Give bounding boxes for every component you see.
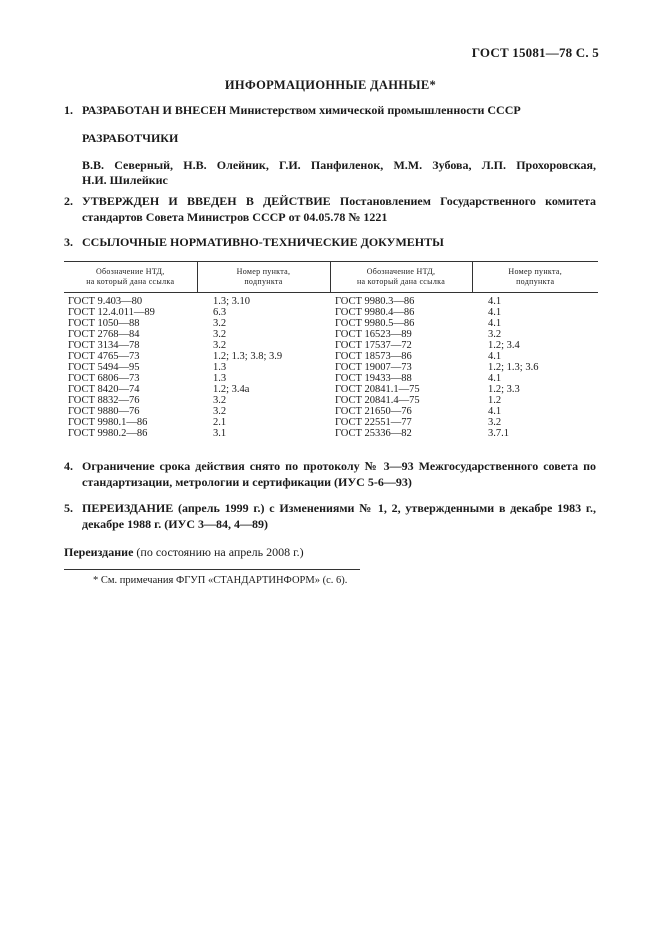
table-row [64, 340, 598, 351]
clause-cell: 6.3 [213, 307, 227, 318]
clause-cell: 1.2; 1.3; 3.6 [488, 362, 539, 373]
table-row [64, 307, 598, 318]
clause-cell: 1.2; 3.4а [213, 384, 250, 395]
table-row [64, 351, 598, 362]
ntd-cell: ГОСТ 9980.1—86 [68, 417, 148, 428]
ntd-cell: ГОСТ 9980.4—86 [335, 307, 415, 318]
header-clause-2 [472, 262, 598, 293]
clause-cell: 1.3 [213, 373, 227, 384]
clause-cell: 1.2; 3.3 [488, 384, 520, 395]
clause-cell: 4.1 [488, 307, 502, 318]
ntd-cell: ГОСТ 9980.5—86 [335, 318, 415, 329]
clause-cell: 3.2 [488, 417, 502, 428]
header-text: Номер пункта, [508, 267, 563, 276]
table-row [64, 318, 598, 329]
item-3 [64, 234, 596, 250]
reprint-text: (по состоянию на апрель 2008 г.) [133, 545, 304, 559]
header-text: на который дана ссылка [86, 277, 175, 286]
clause-cell: 3.7.1 [488, 428, 509, 439]
item-2-heading: УТВЕРЖДЕН И ВВЕДЕН В ДЕЙСТВИЕ [82, 194, 331, 208]
item-1 [64, 102, 596, 118]
ntd-cell: ГОСТ 19007—73 [335, 362, 412, 373]
clause-cell: 1.2; 1.3; 3.8; 3.9 [213, 351, 283, 362]
ntd-cell: ГОСТ 8832—76 [68, 395, 140, 406]
item-4-number: 4. [64, 459, 73, 473]
item-1-heading: РАЗРАБОТАН И ВНЕСЕН [82, 103, 227, 117]
ntd-cell: ГОСТ 18573—86 [335, 351, 412, 362]
header-clause-1 [197, 262, 330, 293]
clause-cell: 4.1 [488, 351, 502, 362]
clause-cell: 4.1 [488, 373, 502, 384]
item-1-text: Министерством химической промышленности СССР [226, 103, 521, 117]
table-row [64, 417, 598, 428]
clause-cell: 3.2 [488, 329, 502, 340]
clause-cell: 3.2 [213, 318, 227, 329]
header-text: Обозначение НТД, [366, 267, 436, 276]
section-title: ИНФОРМАЦИОННЫЕ ДАННЫЕ* [224, 78, 437, 92]
header-text: Обозначение НТД, [95, 267, 165, 276]
clause-cell: 3.2 [213, 395, 227, 406]
header-ntd-2 [330, 262, 472, 293]
item-3-number: 3. [64, 235, 73, 249]
page-header: ГОСТ 15081—78 С. 5 [471, 45, 599, 60]
ntd-cell: ГОСТ 19433—88 [335, 373, 412, 384]
clause-cell: 3.1 [213, 428, 227, 439]
item-2-number: 2. [64, 194, 73, 208]
clause-cell: 2.1 [213, 417, 227, 428]
ntd-cell: ГОСТ 25336—82 [335, 428, 412, 439]
ntd-cell: ГОСТ 12.4.011—89 [68, 307, 155, 318]
ntd-cell: ГОСТ 9980.2—86 [68, 428, 148, 439]
item-4-text: Ограничение срока действия снято по протоколу № 3—93 Межгосударственного совета по стандартизации, метрологии и сертификации (ИУС 5-6—93) [82, 459, 596, 489]
ntd-cell: ГОСТ 4765—73 [68, 351, 140, 362]
table-row [64, 384, 598, 395]
header-text: Номер пункта, [236, 267, 291, 276]
table-row [64, 428, 598, 439]
ntd-cell: ГОСТ 20841.1—75 [335, 384, 420, 395]
ntd-cell: ГОСТ 20841.4—75 [335, 395, 420, 406]
header-text: на который дана ссылка [356, 277, 446, 286]
ntd-cell: ГОСТ 6806—73 [68, 373, 140, 384]
header-text: подпункта [516, 277, 555, 286]
table-header-row [64, 262, 598, 293]
clause-cell: 1.2 [488, 395, 502, 406]
ntd-cell: ГОСТ 2768—84 [68, 329, 140, 340]
table-row [64, 329, 598, 340]
item-5-text: ПЕРЕИЗДАНИЕ (апрель 1999 г.) с Изменениями № 1, 2, утвержденными в декабре 1983 г., декабре 1988 г. (ИУС 3—84, 4—89) [82, 501, 596, 531]
reprint-label: Переиздание [64, 545, 134, 559]
clause-cell: 3.2 [213, 406, 227, 417]
footnote-divider [64, 569, 360, 570]
item-1-number: 1. [64, 103, 73, 117]
developers-heading: РАЗРАБОТЧИКИ [82, 131, 179, 145]
developers-list-line-2: Н.И. Шилейкис [82, 173, 168, 187]
clause-cell: 1.3; 3.10 [213, 296, 251, 307]
footnote: * См. примечания ФГУП «СТАНДАРТИНФОРМ» (с. 6). [93, 575, 348, 586]
table-row [64, 362, 598, 373]
clause-cell: 1.3 [213, 362, 227, 373]
ntd-cell: ГОСТ 8420—74 [68, 384, 140, 395]
ntd-cell: ГОСТ 16523—89 [335, 329, 412, 340]
reprint-note [64, 545, 304, 560]
ntd-cell: ГОСТ 3134—78 [68, 340, 140, 351]
header-text: подпункта [244, 277, 283, 286]
clause-cell: 4.1 [488, 296, 502, 307]
references-table [64, 261, 598, 439]
item-5-number: 5. [64, 501, 73, 515]
table-row [64, 373, 598, 384]
clause-cell: 4.1 [488, 406, 502, 417]
item-4 [64, 458, 596, 490]
ntd-cell: ГОСТ 22551—77 [335, 417, 412, 428]
developers-list-line-1: В.В. Северный, Н.В. Олейник, Г.И. Панфиленок, М.М. Зубова, Л.П. Прохоровская, [82, 158, 596, 172]
ntd-cell: ГОСТ 1050—88 [68, 318, 140, 329]
ntd-cell: ГОСТ 21650—76 [335, 406, 412, 417]
clause-cell: 3.2 [213, 340, 227, 351]
item-5 [64, 500, 596, 532]
item-3-heading: ССЫЛОЧНЫЕ НОРМАТИВНО-ТЕХНИЧЕСКИЕ ДОКУМЕНТЫ [82, 235, 444, 249]
table-row [64, 293, 598, 308]
ntd-cell: ГОСТ 9880—76 [68, 406, 140, 417]
header-ntd-1 [64, 262, 197, 293]
ntd-cell: ГОСТ 17537—72 [335, 340, 412, 351]
item-2 [64, 193, 596, 225]
item-2-text: Постановлением Государственного комитета стандартов Совета Министров СССР от 04.05.78 № 1221 [82, 194, 596, 224]
clause-cell: 4.1 [488, 318, 502, 329]
ntd-cell: ГОСТ 9.403—80 [68, 296, 143, 307]
table-row [64, 395, 598, 406]
ntd-cell: ГОСТ 9980.3—86 [335, 296, 415, 307]
table-row [64, 406, 598, 417]
clause-cell: 1.2; 3.4 [488, 340, 520, 351]
clause-cell: 3.2 [213, 329, 227, 340]
ntd-cell: ГОСТ 5494—95 [68, 362, 140, 373]
